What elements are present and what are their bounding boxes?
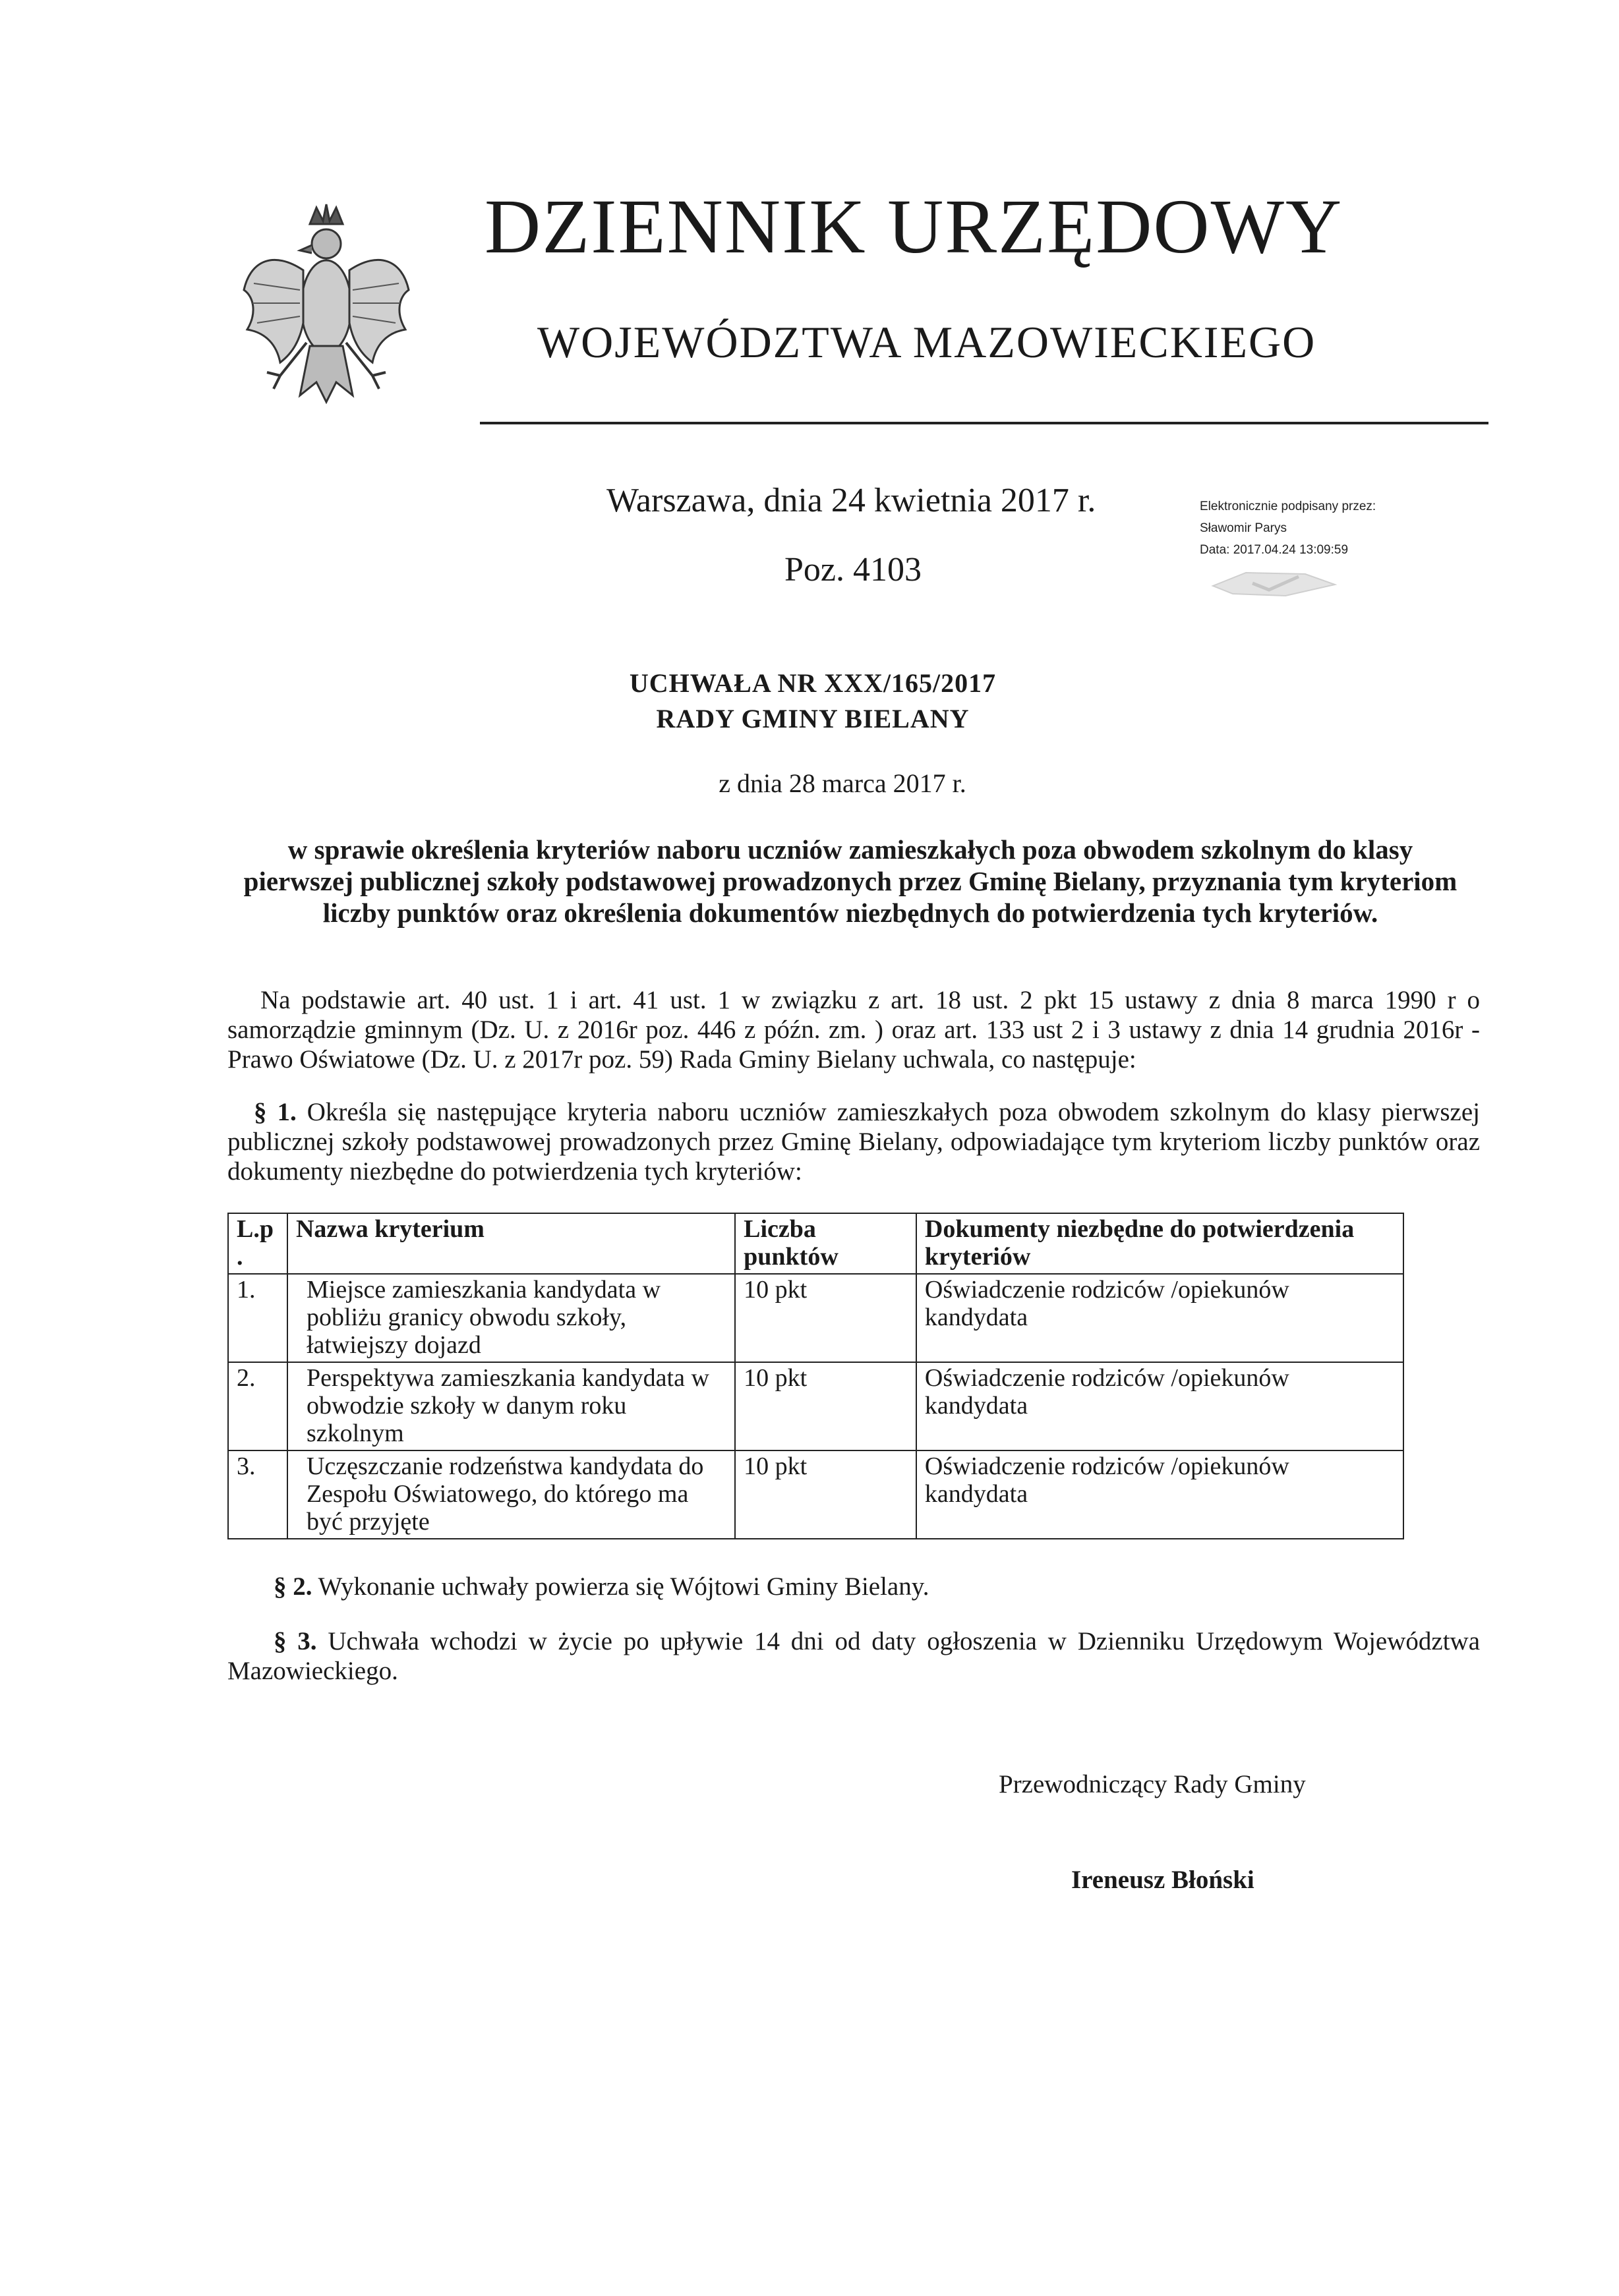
- signature-checkmark-icon: [1206, 566, 1338, 599]
- paragraph-3-symbol: § 3.: [274, 1627, 317, 1655]
- table-row: [228, 1450, 1403, 1539]
- header-points: Liczba punktów: [735, 1213, 916, 1274]
- polish-eagle-icon: [234, 198, 419, 422]
- place-and-date: Warszawa, dnia 24 kwietnia 2017 r.: [606, 482, 1096, 519]
- resolution-subject: w sprawie określenia kryteriów naboru uczniów zamieszkałych poza obwodem szkolnym do klasy pierwszej publicznej szkoły podstawowej prowadzonych przez Gminę Bielany, przyznania tym kryteriom liczby punktów oraz określenia dokumentów niezbędnych do potwierdzenia tych kryteriów.: [243, 834, 1457, 928]
- signer-title: Przewodniczący Rady Gminy: [999, 1770, 1306, 1798]
- electronic-signature-stamp: [1200, 496, 1477, 606]
- paragraph-1: [227, 1097, 1480, 1186]
- signature-line-1: Elektronicznie podpisany przez:: [1200, 500, 1376, 513]
- row-criterion: Uczęszczanie rodzeństwa kandydata do Zespołu Oświatowego, do którego ma być przyjęte: [287, 1450, 735, 1539]
- signature-line-2: Sławomir Parys: [1200, 521, 1287, 535]
- paragraph-1-text: Określa się następujące kryteria naboru uczniów zamieszkałych poza obwodem szkolnym do klasy pierwszej publicznej szkoły podstawowej prowadzonych przez Gminę Bielany, odpowiadające tym kryteriom liczby punktów oraz dokumenty niezbędne do potwierdzenia tych kryteriów:: [227, 1098, 1481, 1186]
- table-header-row: [228, 1213, 1403, 1274]
- header-divider: [480, 422, 1488, 424]
- criteria-table: [227, 1213, 1404, 1539]
- resolution-date: z dnia 28 marca 2017 r.: [719, 768, 966, 798]
- paragraph-2-text: Wykonanie uchwały powierza się Wójtowi Gminy Bielany.: [318, 1572, 929, 1601]
- table-row: [228, 1274, 1403, 1362]
- legal-basis-text: Na podstawie art. 40 ust. 1 i art. 41 ust. 1 w związku z art. 18 ust. 2 pkt 15 ustawy z dnia 8 marca 1990 r o samorządzie gminnym (Dz. U. z 2016r poz. 446 z późn. zm. ) oraz art. 133 ust 2 i 3 ustawy z dnia 14 grudnia 2016r - Prawo Oświatowe (Dz. U. z 2017r poz. 59) Rada Gminy Bielany uchwala, co następuje:: [227, 986, 1480, 1074]
- journal-title: DZIENNIK URZĘDOWY: [485, 183, 1343, 270]
- signer-name: Ireneusz Błoński: [1071, 1866, 1254, 1894]
- paragraph-3: [227, 1626, 1480, 1686]
- paragraph-2-symbol: § 2.: [274, 1572, 312, 1601]
- table-row: [228, 1362, 1403, 1450]
- row-criterion: Miejsce zamieszkania kandydata w pobliżu granicy obwodu szkoły, łatwiejszy dojazd: [287, 1274, 735, 1362]
- signature-line-3: Data: 2017.04.24 13:09:59: [1200, 543, 1349, 557]
- paragraph-2: [274, 1572, 929, 1601]
- resolution-heading: [0, 666, 1619, 737]
- header-criterion-name: Nazwa kryterium: [287, 1213, 735, 1274]
- legal-basis-paragraph: [227, 985, 1480, 1074]
- resolution-council: RADY GMINY BIELANY: [656, 704, 970, 733]
- row-points: 10 pkt: [735, 1450, 916, 1539]
- row-points: 10 pkt: [735, 1362, 916, 1450]
- row-documents: Oświadczenie rodziców /opiekunów kandydata: [916, 1274, 1403, 1362]
- header-lp: L.p .: [228, 1213, 287, 1274]
- paragraph-1-symbol: § 1.: [254, 1098, 297, 1126]
- row-lp: 1.: [228, 1274, 287, 1362]
- row-lp: 3.: [228, 1450, 287, 1539]
- row-criterion: Perspektywa zamieszkania kandydata w obwodzie szkoły w danym roku szkolnym: [287, 1362, 735, 1450]
- row-documents: Oświadczenie rodziców /opiekunów kandydata: [916, 1362, 1403, 1450]
- row-documents: Oświadczenie rodziców /opiekunów kandydata: [916, 1450, 1403, 1539]
- header-documents: Dokumenty niezbędne do potwierdzenia kryteriów: [916, 1213, 1403, 1274]
- paragraph-3-text: Uchwała wchodzi w życie po upływie 14 dni od daty ogłoszenia w Dzienniku Urzędowym Województwa Mazowieckiego.: [227, 1627, 1481, 1685]
- resolution-number: UCHWAŁA NR XXX/165/2017: [629, 668, 997, 698]
- row-lp: 2.: [228, 1362, 287, 1450]
- position-number: Poz. 4103: [784, 551, 922, 588]
- journal-subtitle: WOJEWÓDZTWA MAZOWIECKIEGO: [537, 317, 1316, 367]
- row-points: 10 pkt: [735, 1274, 916, 1362]
